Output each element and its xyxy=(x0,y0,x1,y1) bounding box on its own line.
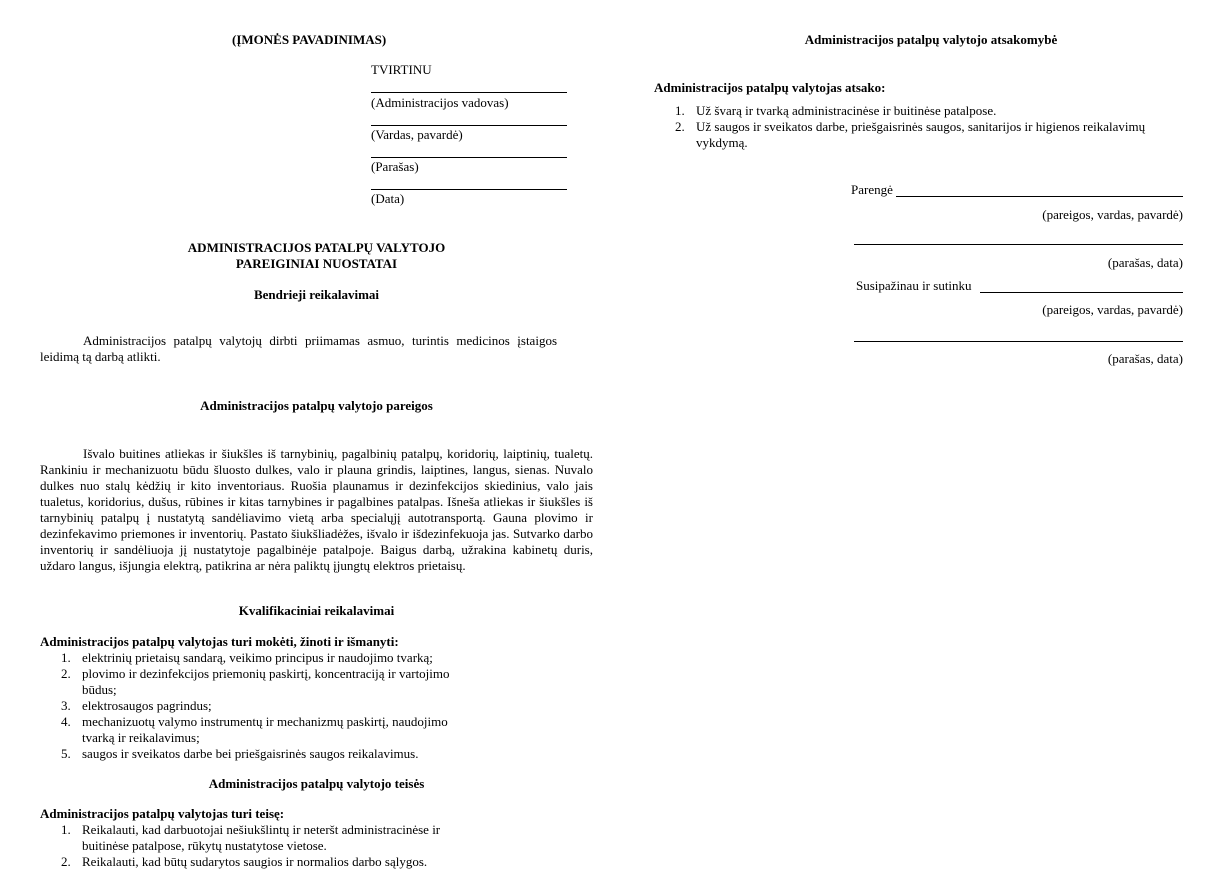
item-text: vykdymą. xyxy=(696,135,748,150)
item-text: būdus; xyxy=(82,682,117,697)
item-text: Už švarą ir tvarką administracinėse ir buitinėse patalpose. xyxy=(696,103,997,118)
qualification-intro: Administracijos patalpų valytojas turi mokėti, žinoti ir išmanyti: xyxy=(40,634,399,649)
sign-field-date: (Data) xyxy=(371,191,405,206)
list-item xyxy=(40,666,500,698)
rights-heading: Administracijos patalpų valytojo teisės xyxy=(208,776,425,791)
item-text: elektrinių prietaisų sandarą, veikimo principus ir naudojimo tvarką; xyxy=(82,650,433,665)
qualification-heading: Kvalifikaciniai reikalavimai xyxy=(238,603,395,618)
item-text: Reikalauti, kad darbuotojai nešiukšlintų ir neteršt administracinėse ir xyxy=(82,822,441,837)
prepared-caption: (pareigos, vardas, pavardė) xyxy=(1042,207,1183,222)
item-number: 4. xyxy=(61,714,71,729)
list-item xyxy=(654,103,1184,119)
rights-intro: Administracijos patalpų valytojas turi teisę: xyxy=(40,806,285,821)
sign-line xyxy=(371,157,567,158)
general-heading: Bendrieji reikalavimai xyxy=(253,287,380,302)
item-text: plovimo ir dezinfekcijos priemonių paskirtį, koncentraciją ir vartojimo xyxy=(82,666,450,681)
item-number: 2. xyxy=(675,119,685,134)
approve-label: TVIRTINU xyxy=(371,62,432,77)
sign-field-signature: (Parašas) xyxy=(371,159,419,174)
list-item xyxy=(40,746,500,762)
duties-text: Išvalo buitines atliekas ir šiukšles iš tarnybinių, pagalbinių patalpų, koridorių, laiptinių, tualetų. Rankiniu ir mechanizuotu būdu šluosto dulkes, valo ir plauna grindis, laiptines, langus, sienas. Nuvalo dulkes nuo stalų kėdžių ir kito inventoriaus. Ruošia plaunamus ir dezinfekcijos skiedinius, valo jais tualetus, koridorius, dušus, rūbines ir kitas tarnybines ir pagalbines patalpas. Išneša atliekas ir šiukšles iš tarnybinių patalpų į nustatytą sandėliavimo vietą arba specialųjį autotransportą. Gauna plovimo ir dezinfekavimo priemones ir inventorių. Pastato šiukšliadėžes, išvalo ir išdezinfekuoja jas. Sutvarko darbo inventorių ir sandėliuoja jį nustatytoje pagalbinėje patalpoje. Baigus darbą, užrakina kabinetų duris, uždaro langus, išjungia elektrą, patikrina ar nėra paliktų įjungtų elektros prietaisų. xyxy=(40,446,593,573)
sign-line xyxy=(371,92,567,93)
item-text: saugos ir sveikatos darbe bei priešgaisrinės saugos reikalavimus. xyxy=(82,746,419,761)
list-item xyxy=(40,698,500,714)
item-number: 1. xyxy=(675,103,685,118)
item-text: elektrosaugos pagrindus; xyxy=(82,698,212,713)
acquainted-sign-caption: (parašas, data) xyxy=(1107,351,1183,366)
item-number: 2. xyxy=(61,854,71,869)
item-number: 5. xyxy=(61,746,71,761)
list-item xyxy=(654,119,1184,151)
item-number: 3. xyxy=(61,698,71,713)
responsibility-heading: Administracijos patalpų valytojo atsakomybė xyxy=(804,32,1058,47)
item-text: Už saugos ir sveikatos darbe, priešgaisrinės saugos, sanitarijos ir higienos reikalavimų xyxy=(696,119,1146,134)
sign-line xyxy=(371,125,567,126)
duties-heading: Administracijos patalpų valytojo pareigos xyxy=(200,398,433,413)
title-line: ADMINISTRACIJOS PATALPŲ VALYTOJO xyxy=(187,240,446,255)
sign-field-head: (Administracijos vadovas) xyxy=(371,95,509,110)
prepared-line xyxy=(896,196,1183,197)
item-number: 1. xyxy=(61,650,71,665)
document-title xyxy=(40,240,593,272)
responsibility-list xyxy=(654,103,1184,151)
prepared-sign-caption: (parašas, data) xyxy=(1107,255,1183,270)
item-text: mechanizuotų valymo instrumentų ir mechanizmų paskirtį, naudojimo xyxy=(82,714,448,729)
list-item xyxy=(40,650,500,666)
list-item xyxy=(40,714,500,746)
prepared-label: Parengė xyxy=(851,182,893,197)
title-line: PAREIGINIAI NUOSTATAI xyxy=(235,256,398,271)
general-text: Administracijos patalpų valytojų dirbti priimamas asmuo, turintis medicinos įstaigos leidimą tą darbą atlikti. xyxy=(40,333,557,364)
rights-list xyxy=(40,822,500,870)
item-text: buitinėse patalpose, rūkytų nustatytose vietose. xyxy=(82,838,327,853)
prepared-sign-line xyxy=(854,244,1183,245)
item-text: tvarką ir reikalavimus; xyxy=(82,730,200,745)
item-text: Reikalauti, kad būtų sudarytos saugios ir normalios darbo sąlygos. xyxy=(82,854,428,869)
company-name: (ĮMONĖS PAVADINIMAS) xyxy=(232,32,387,47)
qualification-list xyxy=(40,650,500,762)
list-item xyxy=(40,854,500,870)
acquainted-sign-line xyxy=(854,341,1183,342)
list-item xyxy=(40,822,500,854)
sign-line xyxy=(371,189,567,190)
item-number: 1. xyxy=(61,822,71,837)
item-number: 2. xyxy=(61,666,71,681)
sign-field-name: (Vardas, pavardė) xyxy=(371,127,463,142)
acquainted-label: Susipažinau ir sutinku xyxy=(856,278,972,293)
responsibility-intro: Administracijos patalpų valytojas atsako: xyxy=(654,80,886,95)
acquainted-line xyxy=(980,292,1183,293)
acquainted-caption: (pareigos, vardas, pavardė) xyxy=(1042,302,1183,317)
